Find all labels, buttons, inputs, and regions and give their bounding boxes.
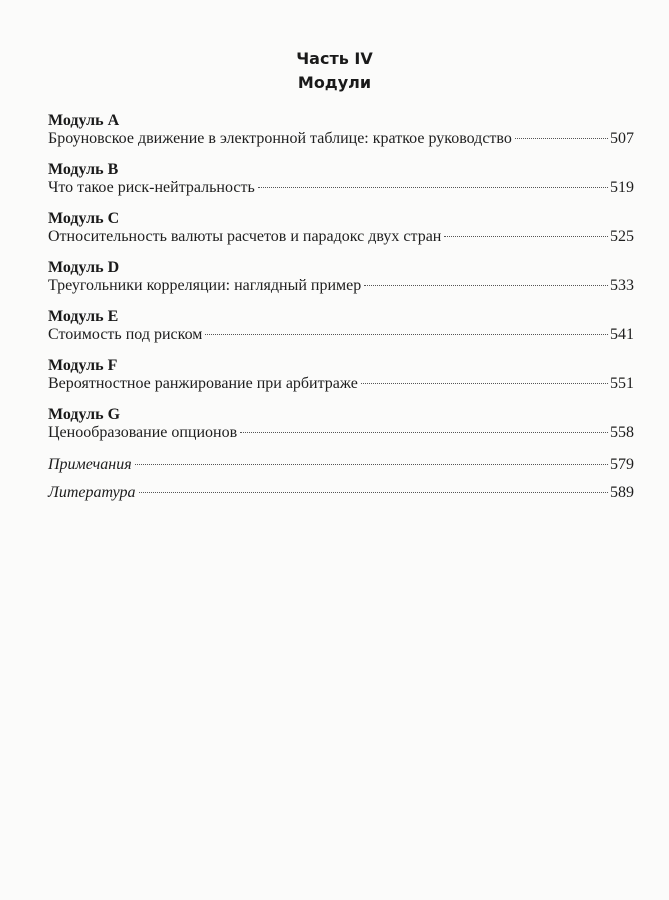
entry-page-number: 507 [610, 130, 634, 147]
toc-module-b [48, 161, 634, 201]
entry-page-number: 551 [610, 375, 634, 392]
dot-leader [205, 334, 608, 335]
entry-title: Вероятностное ранжирование при арбитраже [48, 375, 358, 392]
toc-entry[interactable] [48, 276, 634, 299]
dot-leader [135, 464, 608, 465]
entry-title: Треугольники корреляции: наглядный пример [48, 277, 362, 294]
module-label: Модуль D [48, 259, 120, 276]
module-label: Модуль G [48, 406, 121, 423]
toc-module-f [48, 357, 634, 397]
module-label: Модуль E [48, 308, 119, 325]
toc-module-g [48, 406, 634, 446]
entry-title: Броуновское движение в электронной таблице: краткое руководство [48, 130, 512, 147]
entry-page-number: 558 [610, 424, 634, 441]
part-title: Модули [297, 73, 372, 92]
entry-title: Примечания [48, 456, 132, 473]
toc-entry[interactable] [48, 374, 634, 397]
entry-page-number: 525 [610, 228, 634, 245]
table-of-contents [48, 112, 634, 506]
toc-entry-bibliography[interactable] [48, 483, 634, 506]
entry-page-number: 579 [610, 456, 634, 473]
entry-title: Что такое риск-нейтральность [48, 179, 255, 196]
entry-title: Относительность валюты расчетов и парадокс двух стран [48, 228, 442, 245]
toc-entry[interactable] [48, 325, 634, 348]
module-label: Модуль A [48, 112, 120, 129]
dot-leader [515, 138, 608, 139]
part-label: Часть IV [296, 49, 373, 68]
dot-leader [444, 236, 608, 237]
dot-leader [258, 187, 608, 188]
toc-entry[interactable] [48, 227, 634, 250]
entry-page-number: 533 [610, 277, 634, 294]
toc-entry[interactable] [48, 129, 634, 152]
toc-module-d [48, 259, 634, 299]
dot-leader [361, 383, 608, 384]
toc-module-c [48, 210, 634, 250]
module-label: Модуль B [48, 161, 119, 178]
entry-title: Ценообразование опционов [48, 424, 238, 441]
dot-leader [364, 285, 608, 286]
entry-page-number: 589 [610, 484, 634, 501]
module-label: Модуль C [48, 210, 120, 227]
toc-entry-notes[interactable] [48, 455, 634, 478]
dot-leader [240, 432, 608, 433]
entry-page-number: 519 [610, 179, 634, 196]
toc-entry[interactable] [48, 178, 634, 201]
module-label: Модуль F [48, 357, 118, 374]
entry-title: Стоимость под риском [48, 326, 203, 343]
toc-module-a [48, 112, 634, 152]
entry-title: Литература [48, 484, 136, 501]
dot-leader [139, 492, 608, 493]
toc-module-e [48, 308, 634, 348]
toc-entry[interactable] [48, 423, 634, 446]
entry-page-number: 541 [610, 326, 634, 343]
